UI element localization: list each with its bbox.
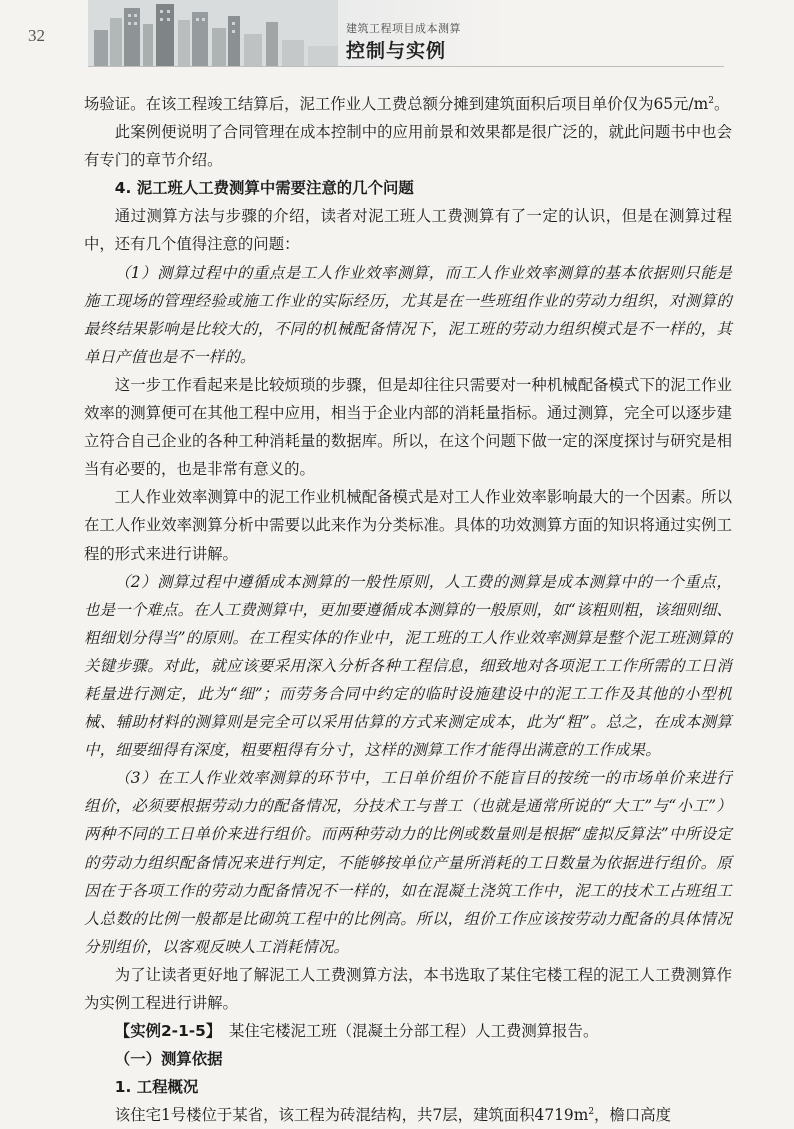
paragraph: 为了让读者更好地了解泥工人工费测算方法，本书选取了某住宅楼工程的泥工人工费测算作为实例工程进行讲解。 bbox=[84, 965, 732, 1012]
paragraph: 工人作业效率测算中的泥工作业机械配备模式是对工人作业效率影响最大的一个因素。所以在工人作业效率测算分析中需要以此来作为分类标准。具体的功效测算方面的知识将通过实例工程的形式来进行讲解。 bbox=[84, 488, 732, 563]
header-banner bbox=[88, 0, 508, 67]
example-label: 【实例2-1-5】 bbox=[114, 1022, 214, 1041]
paragraph: 该住宅1号楼位于某省，该工程为砖混结构，共7层，建筑面积$4719m^2$，檐口高度 bbox=[114, 1106, 672, 1125]
book-subtitle: 建筑工程项目成本测算 bbox=[346, 22, 461, 35]
page-number: 32 bbox=[28, 26, 45, 45]
paragraph: 这一步工作看起来是比较烦琐的步骤，但是却往往只需要对一种机械配备模式下的泥工作业效率的测算便可在其他工程中应用，相当于企业内部的消耗量指标。通过测算，完全可以逐步建立符合自己企业的各种工种消耗量的数据库。所以，在这个问题下做一定的深度探讨与研究是相当有必要的，也是非常有意义的。 bbox=[84, 375, 732, 479]
list-item: （3）在工人作业效率测算的环节中，工日单价组价不能盲目的按统一的市场单价来进行组价，必须要根据劳动力的配备情况，分技术工与普工（也就是通常所说的“大工”与“小工”）两种不同的工日单价来进行组价。而两种劳动力的比例或数量则是根据“虚拟反算法”中所设定的劳动力组织配备情况来进行判定，不能够按单位产量所消耗的工日数量为依据进行组价。原因在于各项工作的劳动力配备情况不一样的，如在混凝土浇筑工作中，泥工的技术工占班组工人总数的比例一般都是比砌筑工程中的比例高。所以，组价工作应该按劳动力配备的具体情况分别组价，以客观反映人工消耗情况。 bbox=[84, 769, 732, 956]
list-item: （2）测算过程中遵循成本测算的一般性原则，人工费的测算是成本测算中的一个重点，也是一个难点。在人工费测算中，更加要遵循成本测算的一般原则，如“该粗则粗，该细则细、粗细划分得当”的原则。在工程实体的作业中，泥工班的工人作业效率测算是整个泥工班测算的关键步骤。对此，就应该要采用深入分析各种工程信息，细致地对各项泥工工作所需的工日消耗量进行测定，此为“细”；而劳务合同中约定的临时设施建设中的泥工工作及其他的小型机械、辅助材料的测算则是完全可以采用估算的方式来测定成本，此为“粗”。总之，在成本测算中，细要细得有深度，粗要粗得有分寸，这样的测算工作才能得出满意的工作成果。 bbox=[84, 572, 732, 760]
page-header bbox=[0, 0, 794, 78]
page-body bbox=[84, 90, 732, 1129]
header-divider bbox=[88, 66, 724, 67]
section-heading: 4. 泥工班人工费测算中需要注意的几个问题 bbox=[114, 179, 414, 198]
subsection-heading: （一）测算依据 bbox=[114, 1050, 223, 1069]
subsection-heading: 1. 工程概况 bbox=[114, 1078, 199, 1097]
paragraph: 通过测算方法与步骤的介绍，读者对泥工班人工费测算有了一定的认识，但是在测算过程中，还有几个值得注意的问题： bbox=[84, 207, 732, 254]
list-item: （1）测算过程中的重点是工人作业效率测算，而工人作业效率测算的基本依据则只能是施工现场的管理经验或施工作业的实际经历，尤其是在一些班组作业的劳动力组织，对测算的最终结果影响是比较大的，不同的机械配备情况下，泥工班的劳动力组织模式是不一样的，其单日产值也是不一样的。 bbox=[84, 263, 732, 366]
book-title: 控制与实例 bbox=[346, 40, 447, 62]
paragraph-continued: 场验证。在该工程竣工结算后，泥工作业人工费总额分摊到建筑面积后项目单价仅为65元$/m^2$。 bbox=[84, 95, 730, 113]
example-caption: 【实例2-1-5】 某住宅楼泥工班（混凝土分部工程）人工费测算报告。 bbox=[114, 1022, 599, 1041]
paragraph: 此案例便说明了合同管理在成本控制中的应用前景和效果都是很广泛的，就此问题书中也会有专门的章节介绍。 bbox=[84, 123, 732, 170]
city-skyline-illustration bbox=[88, 0, 338, 66]
